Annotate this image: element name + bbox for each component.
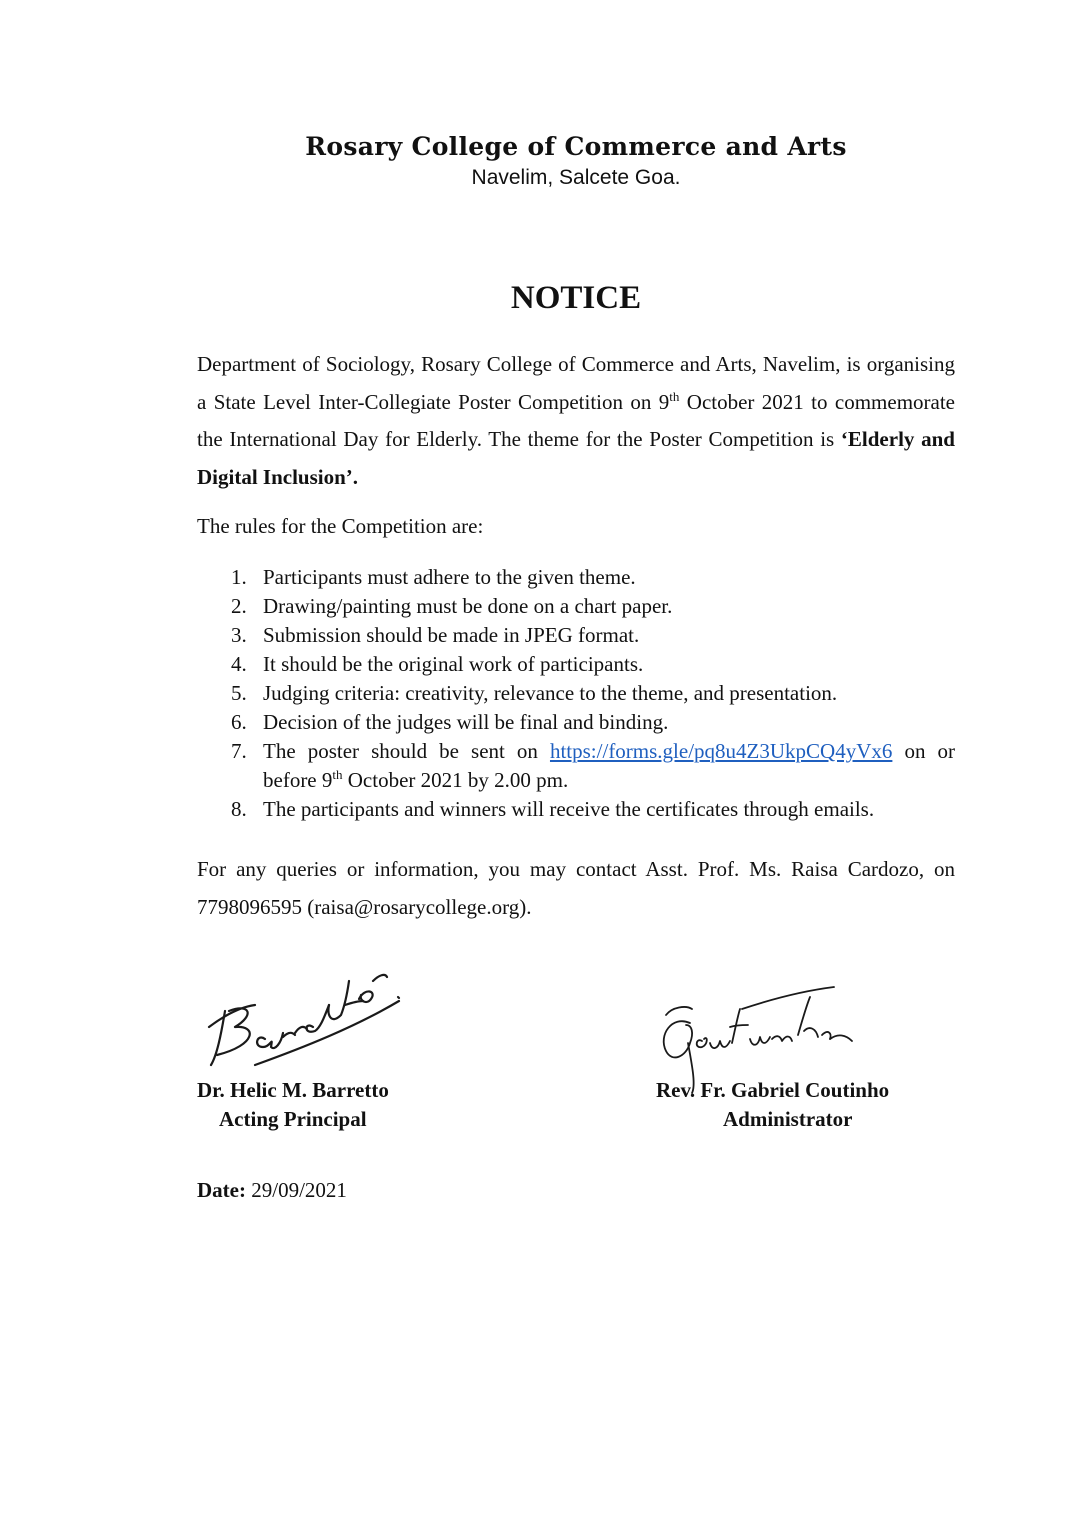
- rule-number: 4.: [231, 652, 247, 676]
- rule-item: [197, 650, 955, 679]
- rule-item: [197, 621, 955, 650]
- rule-number: 5.: [231, 681, 247, 705]
- rule-text-pre: The poster should be sent on: [263, 739, 550, 763]
- rule-text-deadline: October 2021 by 2.00 pm.: [342, 768, 569, 792]
- intro-paragraph: [197, 346, 955, 496]
- rule-item: [197, 679, 955, 708]
- rule-number: 3.: [231, 623, 247, 647]
- rule-item: [197, 737, 955, 795]
- rule-number: 6.: [231, 710, 247, 734]
- rules-list: [197, 563, 955, 824]
- administrator-name: Rev. Fr. Gabriel Coutinho: [656, 1078, 890, 1102]
- rule-number: 2.: [231, 594, 247, 618]
- intro-text-2: October 2021 to commemorate the International Day for Elderly. The theme for the Poster Competition is: [197, 389, 955, 451]
- rule-text: Drawing/painting must be done on a chart paper.: [263, 594, 673, 618]
- college-name: Rosary College of Commerce and Arts: [305, 132, 847, 161]
- principal-name: Dr. Helic M. Barretto: [197, 1078, 389, 1102]
- administrator-title: Administrator: [723, 1107, 853, 1131]
- form-link[interactable]: https://forms.gle/pq8u4Z3UkpCQ4yVx6: [549, 739, 893, 763]
- rule-item: [197, 592, 955, 621]
- theme-text: ‘Elderly and Digital Inclusion’.: [197, 427, 955, 489]
- rules-heading: The rules for the Competition are:: [197, 514, 484, 538]
- principal-title: Acting Principal: [219, 1107, 367, 1131]
- date-label: Date:: [197, 1178, 246, 1202]
- principal-signature-image: [195, 955, 415, 1075]
- rule-text: Decision of the judges will be final and binding.: [263, 710, 669, 734]
- rule-number: 1.: [231, 565, 247, 589]
- date-value: 29/09/2021: [251, 1178, 347, 1202]
- notice-title: NOTICE: [510, 280, 642, 316]
- rule-text: Submission should be made in JPEG format.: [263, 623, 640, 647]
- rule-text: The participants and winners will receive the certificates through emails.: [263, 797, 875, 821]
- rule-text-post: on or before 9: [263, 739, 955, 792]
- rule-text: It should be the original work of participants.: [263, 652, 644, 676]
- rule-text: Judging criteria: creativity, relevance to the theme, and presentation.: [263, 681, 838, 705]
- rule-number: 7.: [231, 739, 247, 763]
- college-location: Navelim, Salcete Goa.: [471, 166, 681, 189]
- intro-ordinal: th: [669, 388, 680, 404]
- rule-item: [197, 708, 955, 737]
- contact-paragraph: For any queries or information, you may contact Asst. Prof. Ms. Raisa Cardozo, on 7798096595 (raisa@rosarycollege.org).: [197, 857, 955, 919]
- deadline-ordinal: th: [332, 767, 343, 782]
- rule-text: Participants must adhere to the given theme.: [263, 565, 636, 589]
- date-line: [197, 1178, 347, 1203]
- rule-number: 8.: [231, 797, 247, 821]
- intro-text-1: Department of Sociology, Rosary College of Commerce and Arts, Navelim, is organising a State Level Inter-Collegiate Poster Competition on 9: [197, 352, 955, 414]
- rule-item: [197, 563, 955, 592]
- rule-item: [197, 795, 955, 824]
